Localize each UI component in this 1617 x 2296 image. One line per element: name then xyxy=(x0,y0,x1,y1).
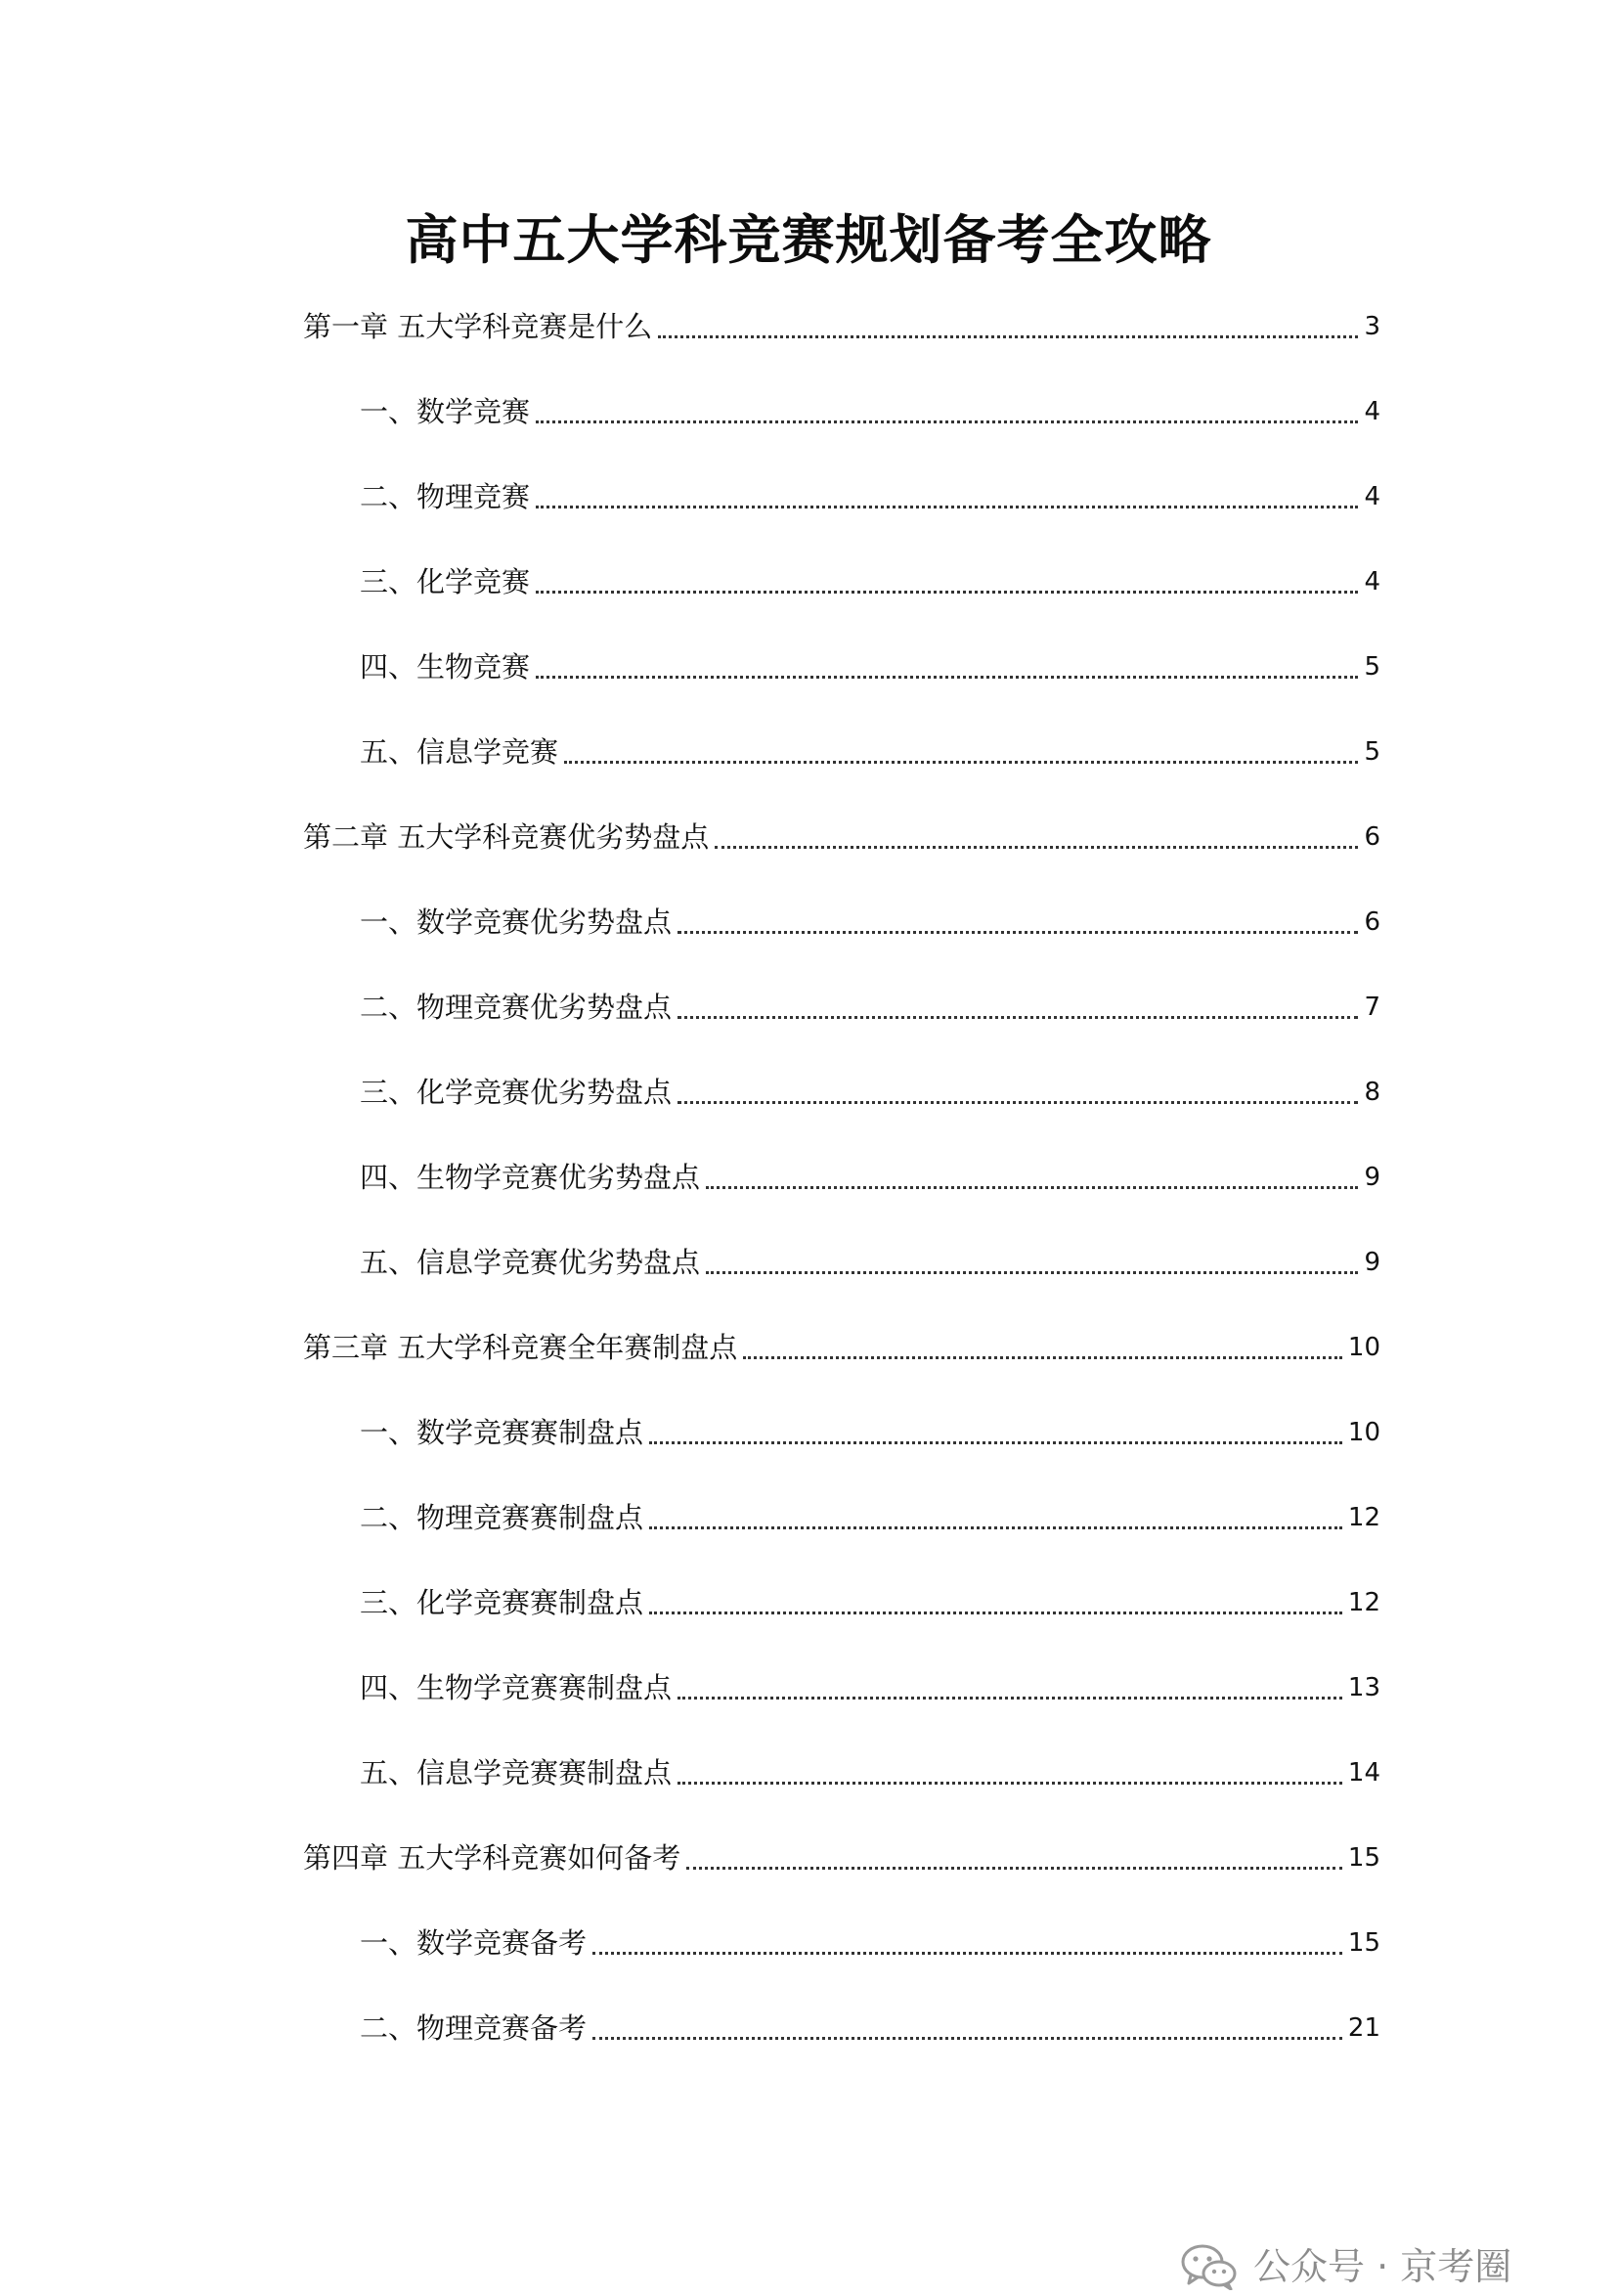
toc-entry-label: 二、物理竞赛优劣势盘点 xyxy=(360,991,673,1024)
toc-leader-dots xyxy=(706,1186,1358,1189)
toc-entry-label: 五、信息学竞赛赛制盘点 xyxy=(360,1756,673,1789)
toc-leader-dots xyxy=(677,1782,1342,1785)
toc-entry-label: 三、化学竞赛优劣势盘点 xyxy=(360,1076,673,1109)
toc-entry[interactable] xyxy=(303,1836,1380,1879)
toc-entry-label: 一、数学竞赛优劣势盘点 xyxy=(360,905,673,939)
toc-entry[interactable] xyxy=(360,1581,1380,1624)
toc-entry-label: 第二章 五大学科竞赛优劣势盘点 xyxy=(303,820,710,854)
toc-leader-dots xyxy=(564,761,1358,764)
toc-page-number: 6 xyxy=(1364,822,1380,852)
toc-leader-dots xyxy=(677,931,1358,934)
toc-entry-label: 五、信息学竞赛 xyxy=(360,735,559,769)
toc-page-number: 4 xyxy=(1364,567,1380,596)
toc-page-number: 5 xyxy=(1364,652,1380,682)
toc-leader-dots xyxy=(743,1356,1342,1359)
toc-entry[interactable] xyxy=(360,1156,1380,1199)
toc-page-number: 12 xyxy=(1347,1588,1380,1617)
toc-entry[interactable] xyxy=(303,1326,1380,1369)
toc-leader-dots xyxy=(649,1526,1342,1529)
toc-page-number: 14 xyxy=(1347,1758,1380,1788)
toc-leader-dots xyxy=(706,1271,1358,1274)
toc-entry[interactable] xyxy=(360,1496,1380,1539)
toc-entry-label: 一、数学竞赛备考 xyxy=(360,1926,588,1960)
toc-entry-label: 三、化学竞赛赛制盘点 xyxy=(360,1586,644,1619)
toc-page-number: 15 xyxy=(1347,1843,1380,1873)
document-title: 高中五大学科竞赛规划备考全攻略 xyxy=(405,208,1212,271)
toc-page-number: 12 xyxy=(1347,1503,1380,1532)
wechat-icon xyxy=(1181,2243,1238,2290)
toc-entry-label: 第三章 五大学科竞赛全年赛制盘点 xyxy=(303,1331,738,1364)
toc-entry[interactable] xyxy=(360,730,1380,773)
toc-leader-dots xyxy=(649,1612,1342,1614)
watermark-text: 公众号 · 京考圈 xyxy=(1253,2245,1512,2288)
toc-entry-label: 四、生物学竞赛优劣势盘点 xyxy=(360,1161,701,1194)
toc-leader-dots xyxy=(536,506,1358,508)
toc-entry-label: 第一章 五大学科竞赛是什么 xyxy=(303,310,653,343)
toc-entry[interactable] xyxy=(360,1921,1380,1965)
toc-page-number: 5 xyxy=(1364,737,1380,767)
toc-leader-dots xyxy=(677,1697,1342,1700)
toc-entry[interactable] xyxy=(360,1411,1380,1454)
wechat-watermark xyxy=(1181,2237,1511,2296)
toc-entry-label: 四、生物学竞赛赛制盘点 xyxy=(360,1671,673,1704)
toc-page-number: 10 xyxy=(1347,1418,1380,1447)
toc-entry[interactable] xyxy=(360,560,1380,603)
toc-page-number: 4 xyxy=(1364,482,1380,511)
toc-entry-label: 第四章 五大学科竞赛如何备考 xyxy=(303,1841,681,1875)
toc-entry-label: 五、信息学竞赛优劣势盘点 xyxy=(360,1246,701,1279)
toc-leader-dots xyxy=(592,2037,1342,2040)
toc-leader-dots xyxy=(715,846,1358,849)
toc-entry[interactable] xyxy=(360,2007,1380,2050)
toc-page-number: 10 xyxy=(1347,1333,1380,1362)
toc-entry-label: 二、物理竞赛 xyxy=(360,480,531,513)
toc-leader-dots xyxy=(536,420,1358,423)
toc-entry[interactable] xyxy=(360,1071,1380,1114)
toc-page-number: 6 xyxy=(1364,907,1380,937)
toc-entry[interactable] xyxy=(303,305,1380,348)
toc-entry-label: 一、数学竞赛赛制盘点 xyxy=(360,1416,644,1449)
toc-entry[interactable] xyxy=(360,390,1380,433)
toc-entry[interactable] xyxy=(360,1241,1380,1284)
toc-entry[interactable] xyxy=(360,986,1380,1029)
toc-leader-dots xyxy=(686,1867,1342,1870)
toc-leader-dots xyxy=(649,1441,1342,1444)
toc-entry[interactable] xyxy=(360,1666,1380,1709)
toc-leader-dots xyxy=(677,1101,1358,1104)
toc-entry[interactable] xyxy=(360,1751,1380,1794)
toc-entry-label: 二、物理竞赛赛制盘点 xyxy=(360,1501,644,1534)
toc-page-number: 13 xyxy=(1347,1673,1380,1702)
toc-page-number: 8 xyxy=(1364,1078,1380,1107)
toc-entry-label: 四、生物竞赛 xyxy=(360,650,531,684)
toc-page-number: 21 xyxy=(1347,2013,1380,2043)
toc-entry-label: 一、数学竞赛 xyxy=(360,395,531,428)
toc-leader-dots xyxy=(658,335,1358,338)
toc-entry[interactable] xyxy=(303,816,1380,859)
toc-leader-dots xyxy=(592,1952,1342,1955)
toc-leader-dots xyxy=(536,676,1358,679)
toc-entry[interactable] xyxy=(360,645,1380,688)
toc-entry[interactable] xyxy=(360,901,1380,944)
toc-page-number: 4 xyxy=(1364,397,1380,426)
toc-leader-dots xyxy=(677,1016,1358,1019)
toc-page-number: 7 xyxy=(1364,993,1380,1022)
toc-entry-label: 二、物理竞赛备考 xyxy=(360,2011,588,2045)
toc-leader-dots xyxy=(536,591,1358,594)
toc-page-number: 3 xyxy=(1364,312,1380,341)
toc-page-number: 9 xyxy=(1364,1163,1380,1192)
toc-entry-label: 三、化学竞赛 xyxy=(360,565,531,598)
toc-page-number: 15 xyxy=(1347,1928,1380,1958)
toc-entry[interactable] xyxy=(360,475,1380,518)
toc-page-number: 9 xyxy=(1364,1248,1380,1277)
